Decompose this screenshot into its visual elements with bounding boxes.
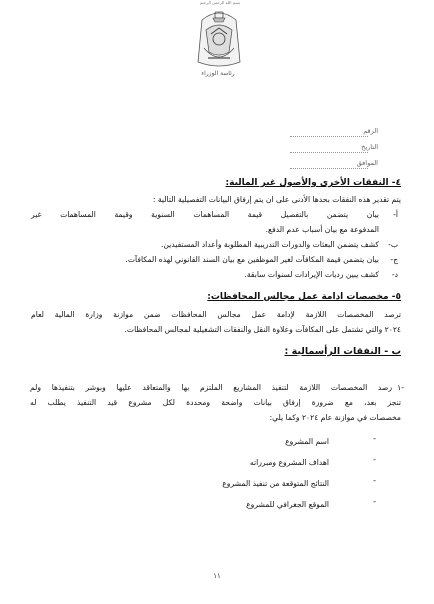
sectionB-line-3: مخصصات في موازنة عام ٢٠٢٤ وكما يلي: [269,413,401,422]
section4-item-c-text: بيان يتضمن قيمة المكافآت لغير الموظفين مع بيان السند القانوني لهذه المكافآت. [125,255,379,264]
sectionB-line-2: تنجز بعد، مع ضرورة إرفاق بيانات واضحة ومحددة لكل مشروع قيد التنفيذ يطلب له [30,398,401,407]
section4-item-c-letter: ج- [390,255,398,264]
sectionB-heading: ب - النفقات الرأسمالية : [284,346,401,357]
section4-intro: يتم تقدير هذه النفقات بحدها الأدنى على ان يتم إرفاق البيانات التفصيلية التالية : [152,195,401,204]
bullet-project-name: اسم المشروع [285,437,329,446]
section4-item-d-text: كشف يبين رديات الإيرادات لسنوات سابقة. [244,270,379,279]
bullet-expected-results: النتائج المتوقعة من تنفيذ المشروع [222,479,329,488]
bullet-dash: - [373,434,376,443]
bullet-dash: - [373,497,376,506]
field-corresponding-line [290,168,368,169]
section4-heading: ٤- النفقات الأخرى والأصول غير المالية: [225,178,401,188]
sectionB-line-1: رصد المخصصات اللازمة لتنفيذ المشاريع الملتزم بها والمتعاقد عليها وبوشر بتنفيذها ولم [30,383,392,392]
section4-item-b-text: كشف يتضمن البعثات والدورات التدريبية المطلوبة وأعداد المستفيدين. [160,240,379,249]
field-date-line [290,152,368,153]
coat-of-arms-emblem [196,8,242,68]
section5-heading: ٥- مخصصات ادامة عمل مجالس المحافظات: [207,292,401,302]
section4-item-a-letter: أ- [393,210,398,219]
section4-item-a-cont: المدفوعة مع بيان أسباب عدم الدفع. [265,225,379,234]
bullet-dash: - [373,476,376,485]
section5-line-2: ٢٠٢٤ والتي تشتمل على المكافآت وعلاوة النقل والنفقات التشغيلية لمجالس المحافظات. [124,325,401,334]
section4-item-a-text: بيان يتضمن بالتفصيل قيمة المساهمات السنوية وقيمة المساهمات غير [31,210,379,219]
section5-line-1: ترصد المخصصات اللازمة لإدامة عمل مجالس المحافظات ضمن موازنة وزارة المالية لعام [31,310,401,319]
bullet-project-goals: اهداف المشروع ومبرراته [249,458,329,467]
sectionB-item1-number: ١- [397,383,404,392]
field-corresponding-label: الموافق [356,159,378,167]
top-caption: بسم الله الرحمن الرحيم [199,0,241,5]
page-number: ١١ [213,572,221,580]
bullet-dash: - [373,455,376,464]
section4-item-b-letter: ب- [388,240,398,249]
field-date-label: التاريخ [361,143,378,151]
field-number-line [290,136,368,137]
bullet-geographic-location: الموقع الجغرافي للمشروع [246,500,329,509]
office-caption: رئاسة الوزراء [201,70,235,77]
field-number-label: الرقم [363,127,378,135]
section4-item-d-letter: د- [391,270,398,279]
